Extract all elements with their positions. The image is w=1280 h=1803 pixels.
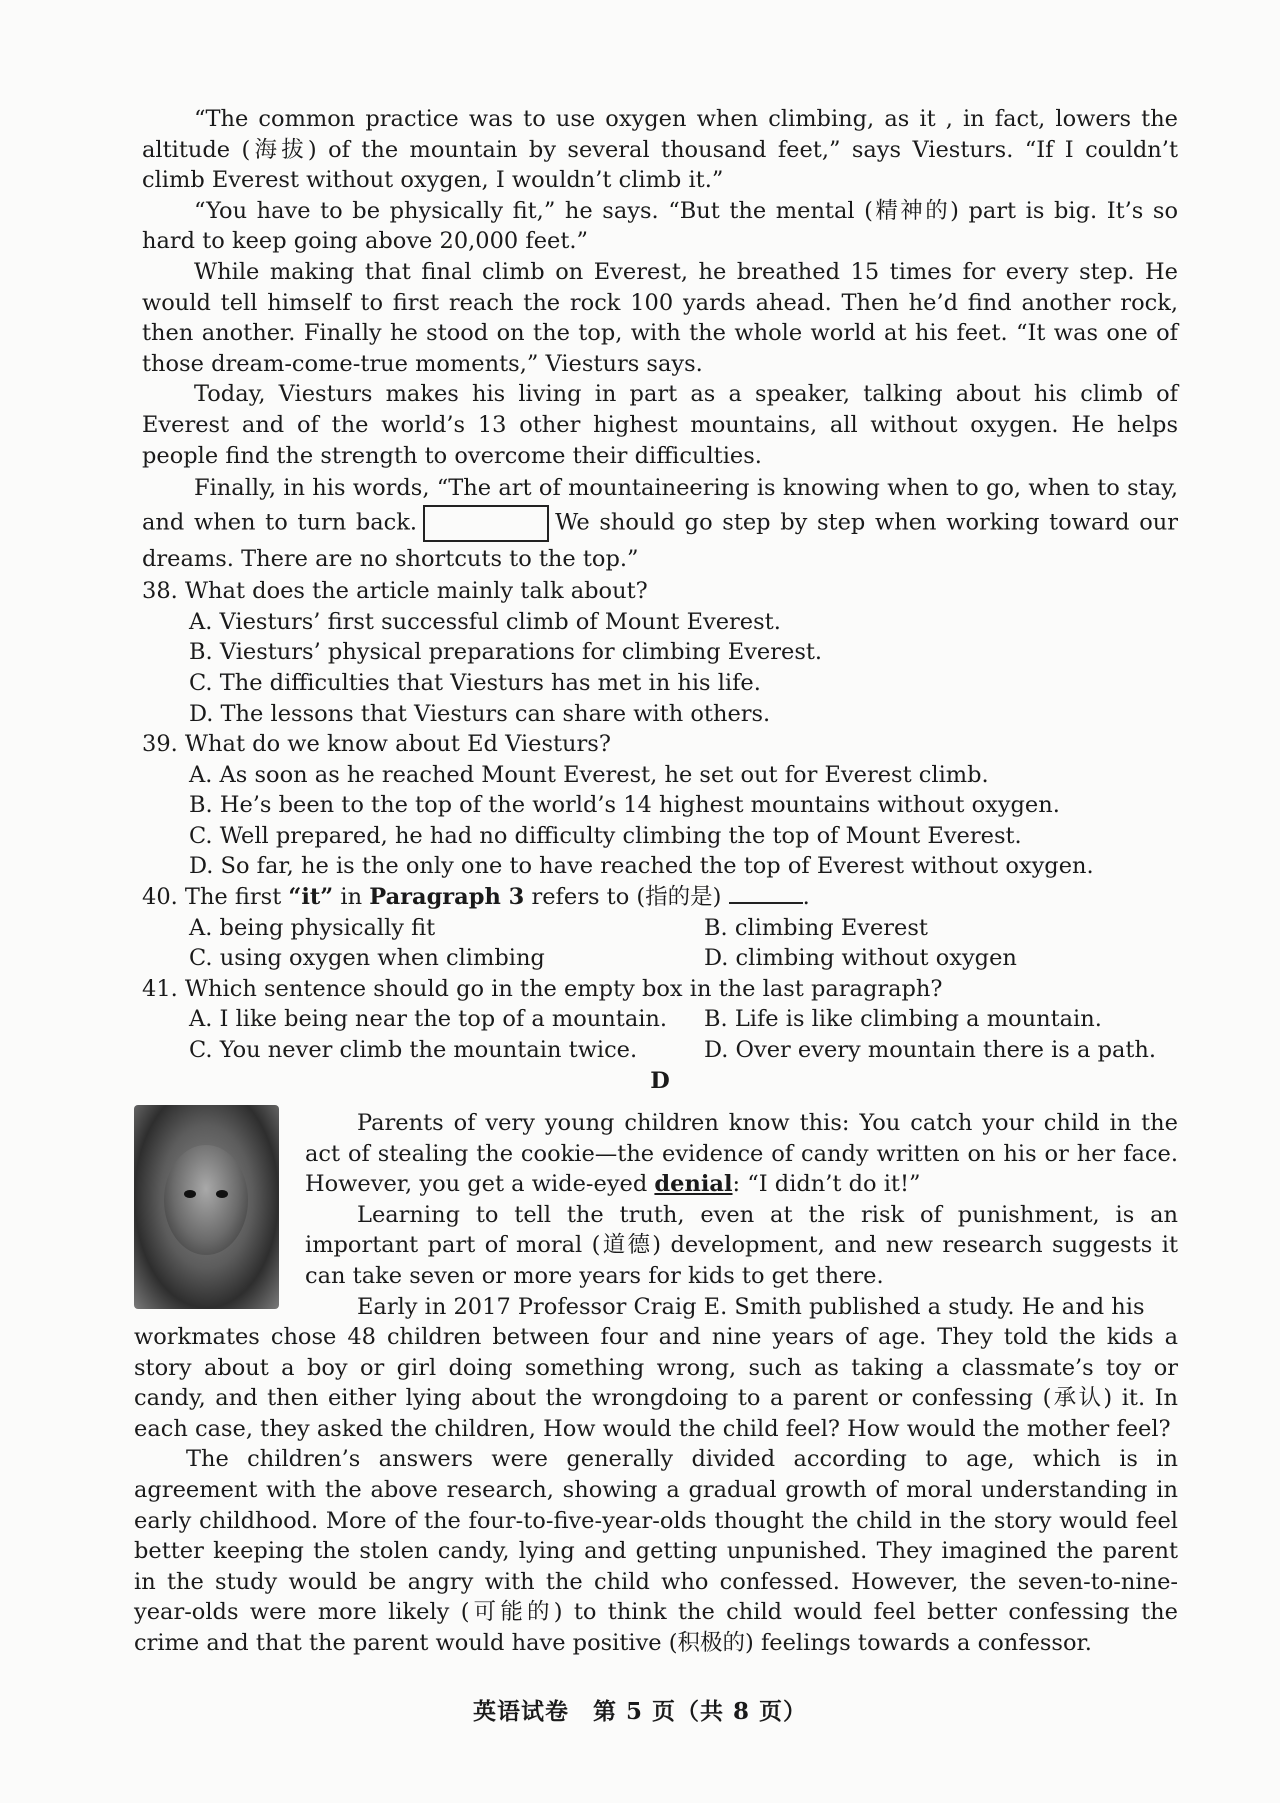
question-38-stem: 38. What does the article mainly talk about?: [142, 578, 648, 605]
question-40-option-b: B. climbing Everest: [704, 914, 928, 941]
last-paragraph-text-2: We should go step by step when working toward our dreams. There are no shortcuts to the top.”: [142, 509, 1179, 573]
question-40-option-c: C. using oxygen when climbing: [189, 945, 545, 972]
passage-d-block: [134, 1322, 1178, 1659]
paragraph-ref: Paragraph 3: [369, 884, 525, 911]
page-footer: 英语试卷 第 5 页（共 8 页）: [472, 1698, 808, 1725]
d-paragraph-3-rest: workmates chose 48 children between four and nine years of age. They told the kids a story about a boy or girl doing something wrong, such as taking a classmate’s toy or candy, and then either lying about the wrongdoing to a parent or confessing (承认) it. In each case, they asked the children, How would the child feel? How would the mother feel?: [134, 1324, 1178, 1442]
passage-paragraph: Today, Viesturs makes his living in part as a speaker, talking about his climb of Everest and of the world’s 13 other highest mountains, all without oxygen. He helps people find the strength to overcome their difficulties.: [142, 381, 1178, 469]
question-39-option-d: D. So far, he is the only one to have reached the top of Everest without oxygen.: [189, 853, 1094, 880]
question-38-option-b: B. Viesturs’ physical preparations for climbing Everest.: [189, 639, 823, 666]
question-38-option-c: C. The difficulties that Viesturs has met in his life.: [189, 669, 761, 696]
empty-answer-box: [423, 505, 549, 542]
passage-paragraph: “The common practice was to use oxygen when climbing, as it , in fact, lowers the altitude (海拔) of the mountain by several thousand feet,” says Viesturs. “If I couldn’t climb Everest without oxygen, I wouldn’t climb it.”: [142, 106, 1178, 194]
passage-paragraph: “You have to be physically fit,” he says. “But the mental (精神的) part is big. It’s so hard to keep going above 20,000 feet.”: [142, 197, 1178, 255]
question-41-option-b: B. Life is like climbing a mountain.: [704, 1006, 1102, 1033]
question-41-stem: 41. Which sentence should go in the empty box in the last paragraph?: [142, 975, 943, 1002]
passage-c-block: [142, 104, 1178, 1096]
question-41-option-d: D. Over every mountain there is a path.: [704, 1037, 1157, 1064]
d-paragraph-3-start: Early in 2017 Professor Craig E. Smith published a study. He and his: [357, 1293, 1145, 1320]
left-eye: [184, 1190, 196, 1198]
last-paragraph-text-1: Finally, in his words, “The art of mountaineering is knowing when to go, when to stay, and when to turn back.: [142, 475, 1178, 536]
right-eye: [216, 1190, 228, 1198]
it-word: “it”: [288, 884, 334, 911]
question-39-option-b: B. He’s been to the top of the world’s 14 highest mountains without oxygen.: [189, 792, 1060, 819]
question-39-stem: 39. What do we know about Ed Viesturs?: [142, 731, 611, 758]
d-paragraph-2: Learning to tell the truth, even at the risk of punishment, is an important part of moral (道德) development, and new research suggests it can take seven or more years for kids to get there.: [305, 1201, 1178, 1289]
question-40-option-a: A. being physically fit: [189, 914, 436, 941]
question-38-option-d: D. The lessons that Viesturs can share with others.: [189, 700, 771, 727]
question-39-option-a: A. As soon as he reached Mount Everest, he set out for Everest climb.: [189, 761, 989, 788]
question-41-option-a: A. I like being near the top of a mountain.: [189, 1006, 668, 1033]
question-41-options-row-1: [142, 1004, 1178, 1035]
d-paragraph-4: The children’s answers were generally divided according to age, which is in agreement with the above research, showing a gradual growth of moral understanding in early childhood. More of the four-to-five-year-olds thought the child in the story would feel better keeping the stolen candy, lying and getting unpunished. They imagined the parent in the study would be angry with the child who confessed. However, the seven-to-nine-year-olds were more likely (可能的) to think the child would feel better confessing the crime and that the parent would have positive (积极的) feelings towards a confessor.: [134, 1446, 1178, 1656]
denial-word: denial: [654, 1171, 733, 1198]
passage-d-side-block: [305, 1108, 1178, 1322]
child-photo: [134, 1105, 279, 1309]
question-40-option-d: D. climbing without oxygen: [704, 945, 1017, 972]
section-d-heading: D: [650, 1067, 670, 1094]
question-38-option-a: A. Viesturs’ first successful climb of Mount Everest.: [189, 608, 781, 635]
passage-last-paragraph: [142, 471, 1178, 576]
d-paragraph-1: Parents of very young children know this: You catch your child in the act of stealing the cookie—the evidence of candy written on his or her face. However, you get a wide-eyed denial: “I didn’t do it!”: [305, 1110, 1178, 1198]
question-41-options-row-2: [142, 1035, 1178, 1066]
question-39-option-c: C. Well prepared, he had no difficulty climbing the top of Mount Everest.: [189, 822, 1022, 849]
passage-paragraph: While making that final climb on Everest, he breathed 15 times for every step. He would tell himself to first reach the rock 100 yards ahead. Then he’d find another rock, then another. Finally he stood on the top, with the whole world at his feet. “It was one of those dream-come-true moments,” Viesturs says.: [142, 258, 1178, 377]
answer-blank: [729, 882, 803, 904]
question-40-options-row-2: [142, 943, 1178, 974]
question-41-option-c: C. You never climb the mountain twice.: [189, 1037, 638, 1064]
question-40-stem: 40. The first “it” in Paragraph 3 refers to (指的是) .: [142, 884, 810, 911]
question-40-options-row-1: [142, 913, 1178, 944]
child-face: [164, 1145, 248, 1255]
